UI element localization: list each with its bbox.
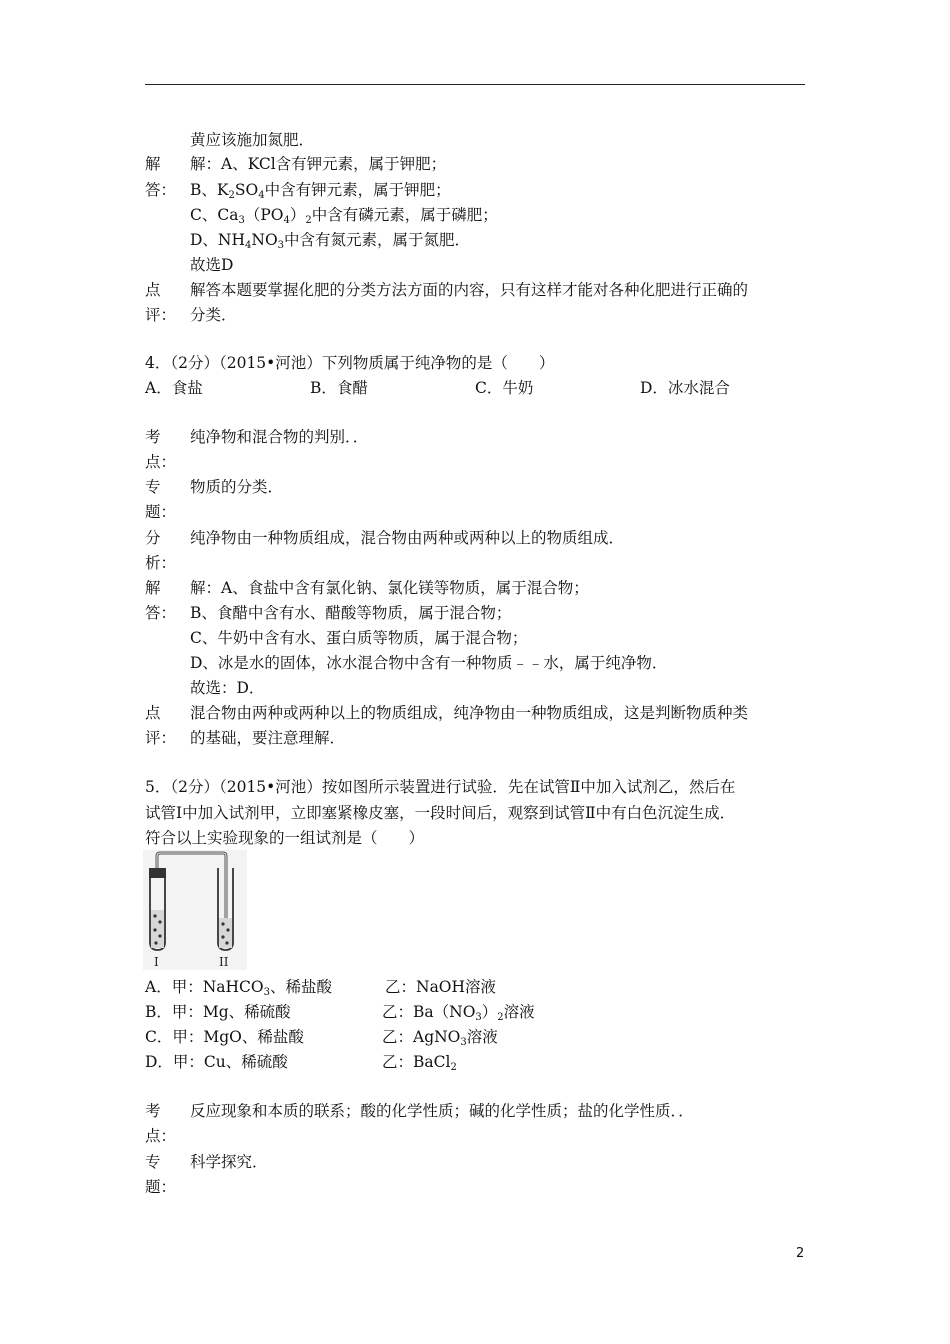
q4-jieda-label-2: 答： (145, 604, 177, 622)
q4-option-b: B．食醋 (310, 379, 368, 397)
comment-line-1: 解答本题要掌握化肥的分类方法方面的内容，只有这样才能对各种化肥进行正确的 (190, 281, 749, 299)
q4-fenxi-label-2: 析： (145, 554, 177, 572)
q4-fenxi-label: 分 (145, 529, 161, 547)
q5-zhuanti-label-2: 题： (145, 1178, 177, 1196)
q4-stem: 4．（2分）（2015•河池）下列物质属于纯净物的是（ ） (145, 354, 555, 372)
tube-label-1: I (154, 955, 159, 969)
lead-line: 黄应该施加氮肥． (190, 131, 315, 149)
q4-kaodian: 纯净物和混合物的判别．． (190, 428, 369, 446)
q5-option-d-right: 乙：BaCl$_2$ (382, 1053, 457, 1073)
q5-stem-3: 符合以上实验现象的一组试剂是（ ） (145, 829, 425, 847)
q5-zhuanti: 科学探究． (190, 1153, 268, 1171)
test-tubes-diagram (143, 850, 247, 970)
q5-option-b-left: B．甲：Mg、稀硫酸 (145, 1003, 291, 1021)
answer-line-c: C、$Ca_3(PO_4)_2$中含有磷元素，属于磷肥； (190, 206, 498, 226)
q5-zhuanti-label: 专 (145, 1153, 161, 1171)
page-number: 2 (796, 1246, 805, 1261)
test-tube-apparatus-figure (143, 850, 247, 970)
q4-jieda-line: B、食醋中含有水、醋酸等物质，属于混合物； (190, 604, 512, 622)
q5-option-a-left: A．甲：NaHCO$_3$、稀盐酸 (145, 978, 332, 998)
q4-fenxi: 纯净物由一种物质组成，混合物由两种或两种以上的物质组成． (190, 529, 625, 547)
q4-jieda-line: C、牛奶中含有水、蛋白质等物质，属于混合物； (190, 629, 528, 647)
q4-option-a: A．食盐 (145, 379, 203, 397)
q5-option-a-right: 乙：NaOH溶液 (385, 978, 497, 996)
comment-line-2: 分类． (190, 306, 237, 324)
q4-jieda-label: 解 (145, 579, 161, 597)
q4-zhuanti: 物质的分类． (190, 478, 284, 496)
header-rule (145, 84, 805, 85)
q4-dianping-label: 点 (145, 704, 161, 722)
q4-dianping-label-2: 评： (145, 729, 177, 747)
q4-jieda-line: D、冰是水的固体，冰水混合物中含有一种物质﹣﹣水，属于纯净物． (190, 654, 668, 672)
answer-line-b: B、$K_2SO_4$中含有钾元素，属于钾肥； (190, 181, 451, 201)
answer-choice: 故选D (190, 256, 234, 274)
tube-label-2: II (219, 955, 229, 969)
q4-option-c: C．牛奶 (475, 379, 534, 397)
dianping-label-2: 评： (145, 306, 177, 324)
answer-line-d: D、$NH_4NO_3$中含有氮元素，属于氮肥． (190, 231, 471, 251)
jieda-label: 解 (145, 155, 161, 173)
q5-option-d-left: D．甲：Cu、稀硫酸 (145, 1053, 288, 1071)
q4-dianping-1: 混合物由两种或两种以上的物质组成，纯净物由一种物质组成，这是判断物质种类 (190, 704, 749, 722)
jieda-label-2: 答： (145, 181, 177, 199)
q4-kaodian-label-2: 点： (145, 453, 177, 471)
q4-option-d: D．冰水混合 (640, 379, 730, 397)
q5-option-b-right: 乙：$Ba(NO_3)_2$溶液 (382, 1003, 535, 1023)
q4-zhuanti-label-2: 题： (145, 503, 177, 521)
answer-line-a: 解：A、KCl含有钾元素，属于钾肥； (190, 155, 447, 173)
q4-kaodian-label: 考 (145, 428, 161, 446)
dianping-label: 点 (145, 281, 161, 299)
q5-option-c-right: 乙：AgNO$_3$溶液 (382, 1028, 498, 1048)
q4-jieda-line: 解：A、食盐中含有氯化钠、氯化镁等物质，属于混合物； (190, 579, 589, 597)
q5-stem-1: 5．（2分）（2015•河池）按如图所示装置进行试验．先在试管Ⅱ中加入试剂乙，然后在 (145, 778, 736, 796)
q5-option-c-left: C．甲：MgO、稀盐酸 (145, 1028, 304, 1046)
q4-jieda-line: 故选：D． (190, 679, 265, 697)
q5-kaodian-label-2: 点： (145, 1127, 177, 1145)
q5-kaodian-label: 考 (145, 1102, 161, 1120)
q4-zhuanti-label: 专 (145, 478, 161, 496)
q4-dianping-2: 的基础，要注意理解． (190, 729, 346, 747)
q5-stem-2: 试管Ⅰ中加入试剂甲，立即塞紧橡皮塞，一段时间后，观察到试管Ⅱ中有白色沉淀生成． (145, 804, 736, 822)
q5-kaodian: 反应现象和本质的联系；酸的化学性质；碱的化学性质；盐的化学性质．． (190, 1102, 694, 1120)
